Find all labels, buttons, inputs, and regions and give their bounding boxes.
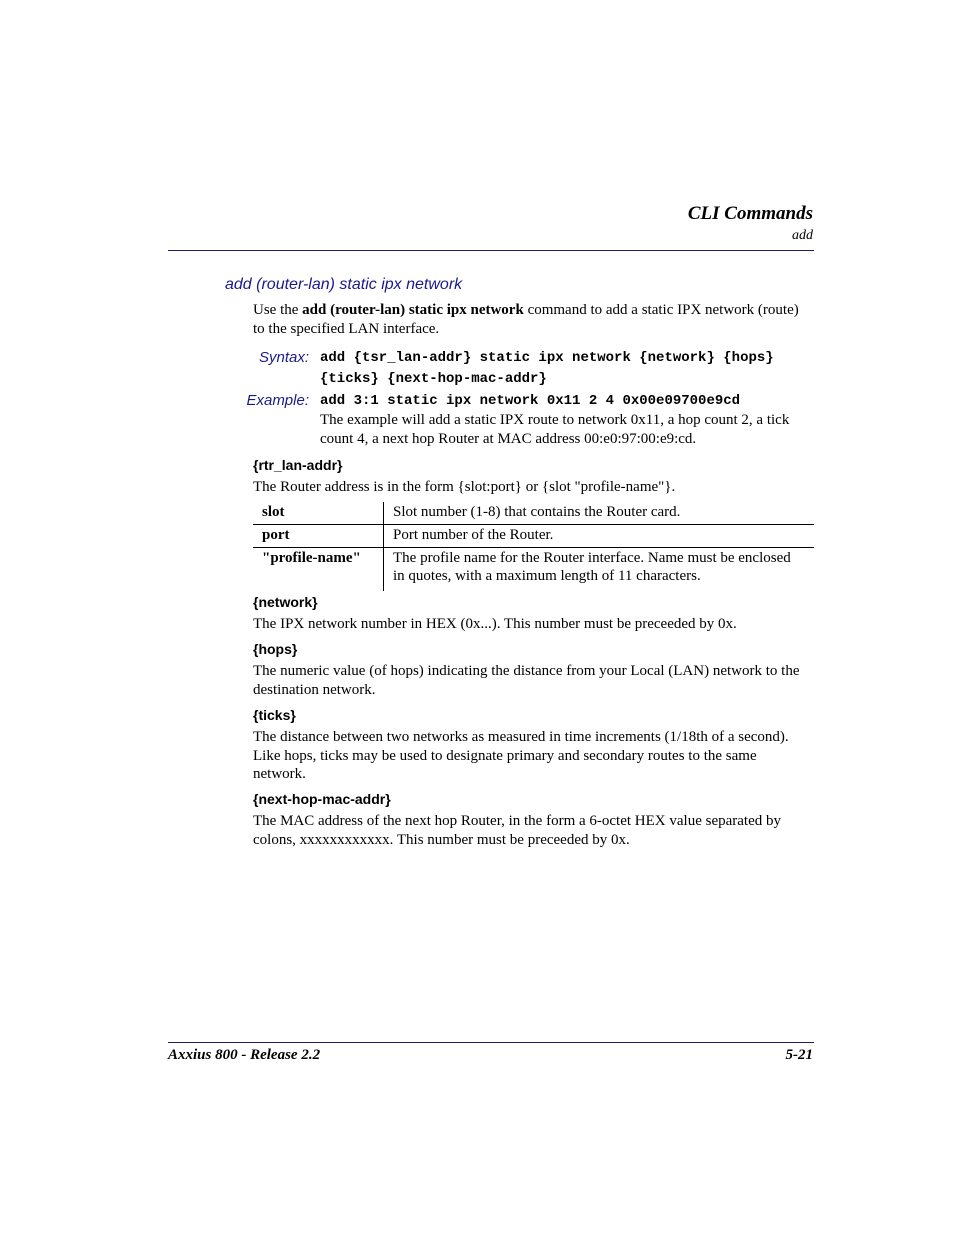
table-row bbox=[253, 502, 814, 525]
example-label: Example: bbox=[246, 392, 309, 409]
section-title: add (router-lan) static ipx network bbox=[225, 276, 463, 293]
table-value bbox=[384, 548, 815, 592]
running-header-title: CLI Commands bbox=[687, 203, 813, 224]
table-key: "profile-name" bbox=[253, 548, 384, 592]
syntax-line-1: add {tsr_lan-addr} static ipx network {network} {hops} bbox=[320, 350, 774, 366]
table-value: Port number of the Router. bbox=[384, 525, 815, 548]
param-ticks-line-1: The distance between two networks as measured in time increments (1/18th of a second). bbox=[253, 729, 789, 745]
intro-prefix: Use the bbox=[253, 302, 303, 318]
param-rtr-lan-addr-desc: The Router address is in the form {slot:port} or {slot "profile-name"}. bbox=[253, 479, 676, 495]
param-ticks-desc bbox=[253, 728, 789, 784]
syntax-code bbox=[320, 348, 774, 390]
rtr-lan-addr-table bbox=[253, 502, 814, 591]
syntax-line-2: {ticks} {next-hop-mac-addr} bbox=[320, 371, 547, 387]
example-description bbox=[320, 411, 820, 448]
example-desc-line-2: count 4, a next hop Router at MAC address 00:e0:97:00:e9:cd. bbox=[320, 430, 697, 447]
footer-title: Axxius 800 - Release 2.2 bbox=[168, 1047, 321, 1063]
table-value-line-2: in quotes, with a maximum length of 11 characters. bbox=[393, 568, 701, 584]
param-network-desc: The IPX network number in HEX (0x...). This number must be preceeded by 0x. bbox=[253, 616, 737, 632]
param-hops-line-1: The numeric value (of hops) indicating the distance from your Local (LAN) network to the bbox=[253, 663, 800, 679]
param-ticks-line-2: Like hops, ticks may be used to designate primary and secondary routes to the same bbox=[253, 747, 757, 764]
example-desc-line-1: The example will add a static IPX route to network 0x11, a hop count 2, a tick bbox=[320, 412, 790, 428]
table-value-line-1: The profile name for the Router interface. Name must be enclosed bbox=[393, 550, 791, 566]
param-network-heading: {network} bbox=[253, 594, 318, 610]
intro-rest: command to add a static IPX network (route) bbox=[523, 302, 799, 318]
param-next-hop-desc bbox=[253, 812, 781, 849]
example-command: add 3:1 static ipx network 0x11 2 4 0x00e09700e9cd bbox=[320, 393, 741, 409]
table-key: port bbox=[253, 525, 384, 548]
intro-command: add (router-lan) static ipx network bbox=[302, 302, 524, 318]
table-row bbox=[253, 548, 814, 592]
param-hops-line-2: destination network. bbox=[253, 681, 376, 698]
table-row bbox=[253, 525, 814, 548]
param-ticks-line-3: network. bbox=[253, 766, 306, 782]
param-next-hop-line-1: The MAC address of the next hop Router, in the form a 6-octet HEX value separated by bbox=[253, 813, 781, 829]
param-rtr-lan-addr-heading: {rtr_lan-addr} bbox=[253, 457, 343, 473]
running-header-subtitle: add bbox=[792, 228, 813, 243]
page-number: 5-21 bbox=[785, 1047, 813, 1063]
table-value: Slot number (1-8) that contains the Router card. bbox=[384, 502, 815, 525]
header-rule bbox=[168, 250, 814, 251]
intro-paragraph bbox=[253, 301, 823, 338]
table-key: slot bbox=[253, 502, 384, 525]
param-ticks-heading: {ticks} bbox=[253, 707, 296, 723]
param-hops-desc bbox=[253, 662, 800, 699]
intro-line-2: to the specified LAN interface. bbox=[253, 320, 440, 337]
footer-rule bbox=[168, 1042, 814, 1043]
param-hops-heading: {hops} bbox=[253, 641, 298, 657]
param-next-hop-heading: {next-hop-mac-addr} bbox=[253, 791, 391, 807]
param-next-hop-line-2: colons, xxxxxxxxxxxx. This number must be preceeded by 0x. bbox=[253, 831, 630, 848]
syntax-label: Syntax: bbox=[258, 349, 309, 366]
